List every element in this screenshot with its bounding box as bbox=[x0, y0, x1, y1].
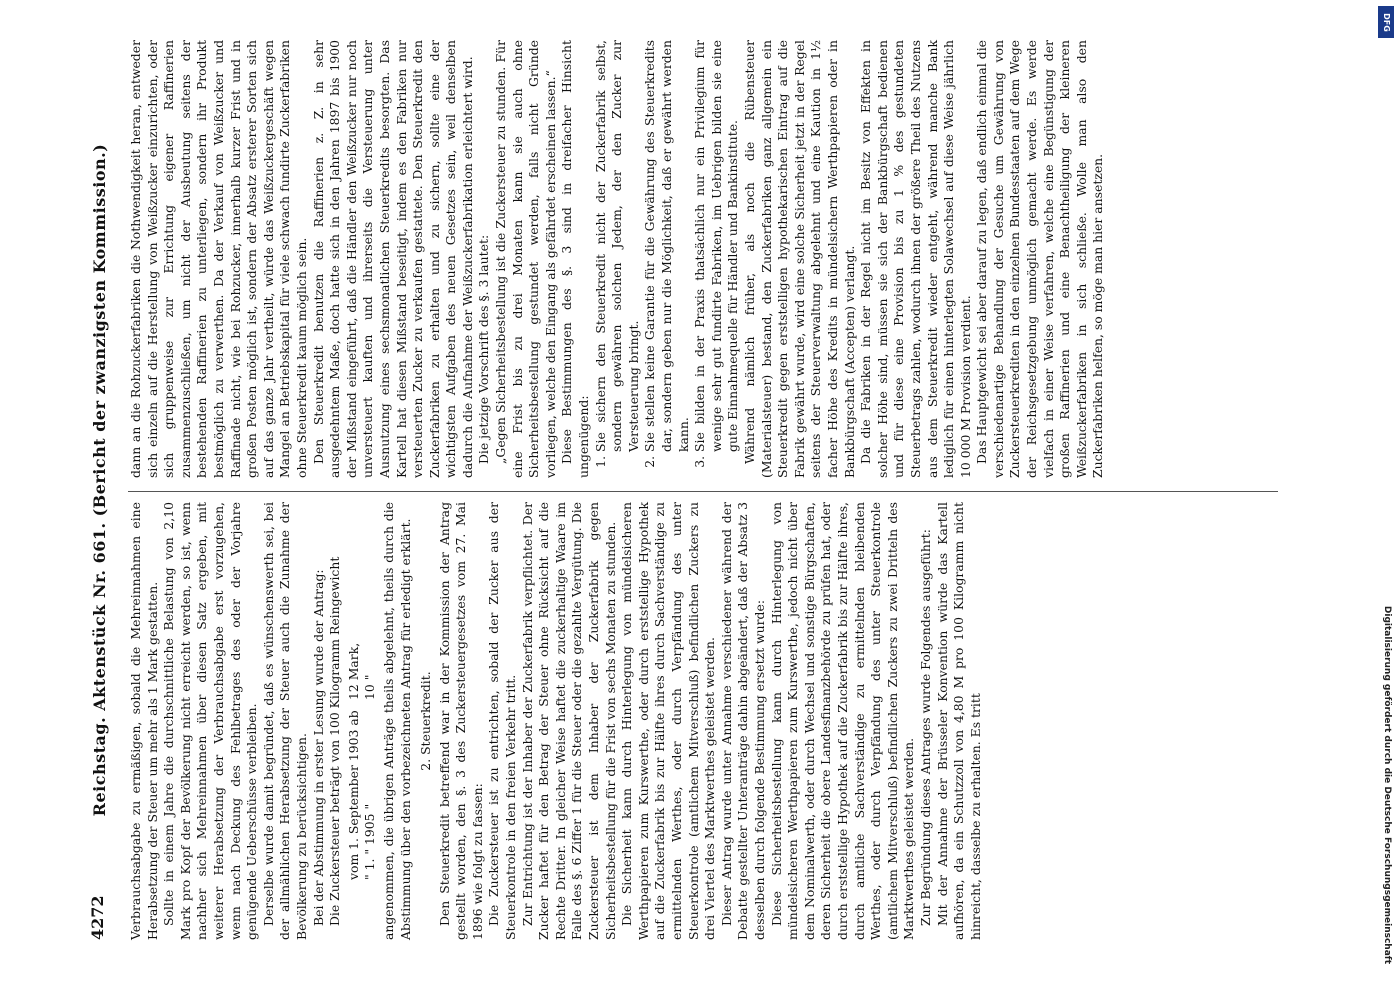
column-divider bbox=[128, 491, 1278, 492]
table-cell bbox=[346, 880, 363, 940]
paragraph: Diese Bestimmungen des §. 3 sind in dreifacher Hinsicht ungenügend: bbox=[559, 40, 592, 478]
digitization-credit: Digitalisierung gefördert durch die Deutsche Forschungsgemeinschaft bbox=[1382, 605, 1392, 964]
running-head: Reichstag. Aktenstück Nr. 661. (Bericht der zwanzigsten Kommission.) bbox=[90, 143, 109, 817]
table-cell bbox=[346, 520, 363, 600]
paragraph: Während nämlich früher, als noch die Rübensteuer (Materialsteuer) bestand, den Zuckerfabriken ganz allgemein ein Steuerkredit gegen erststelligen hypothekarischen Eintrag auf die Fabrik gewährt wurde, wird eine solche Sicherheit jetzt in der Regel seitens der Steuerverwaltung abgelehnt und eine Kaution in 1½ facher Höhe des Kredits in mündelsichern Werthpapieren oder in Bankbürgschaft (Accepten) verlangt. bbox=[741, 40, 857, 478]
table-cell: vom 1. September 1903 ab bbox=[345, 710, 361, 880]
paragraph: Den Steuerkredit betreffend war in der Kommission der Antrag gestellt worden, den §. 3 des Zuckersteuergesetzes vom 27. Mai 1896 wie folgt zu fassen: bbox=[436, 502, 485, 940]
list-item: 1. Sie sichern den Steuerkredit nicht der Zuckerfabrik selbst, sondern gewähren solchen Jedem, der den Zucker zur Versteuerung bringt. bbox=[593, 40, 643, 452]
paragraph: Das Hauptgewicht sei aber darauf zu legen, daß endlich einmal die verschiedenartige Behandlung der Gesuche um Gewährung von Zuckersteuerkrediten in den einzelnen Bundesstaaten auf dem Wege der Reichsgesetzgebung unmöglich gemacht werde. Es werde vielfach in einer Weise verfahren, welche eine Begünstigung der großen Raffinerien und eine Benachtheiligung der kleineren Weißzuckerfabriken in sich schließe. Wolle man also den Zuckerfabriken helfen, so möge man hier ansetzen. bbox=[974, 40, 1106, 478]
table-cell bbox=[362, 880, 379, 940]
paragraph: Zur Begründung dieses Antrages wurde Folgendes ausgeführt: bbox=[917, 529, 933, 926]
paragraph: Derselbe wurde damit begründet, daß es wünschenswerth sei, bei der allmählichen Herabsetzung der Steuer auch die Zunahme der Bevölkerung zu berücksichtigen. bbox=[260, 502, 309, 940]
list-item: 2. Sie stellen keine Garantie für die Gewährung des Steuerkredits dar, sondern geben nur die Möglichkeit, daß er gewährt werden kann. bbox=[642, 40, 692, 452]
right-column bbox=[128, 40, 1107, 478]
paragraph: angenommen, die übrigen Anträge theils abgelehnt, theils durch die Abstimmung über den vorbezeichneten Antrag für erledigt erklärt. bbox=[380, 502, 413, 940]
section-heading: 2. Steuerkredit. bbox=[418, 671, 434, 771]
paragraph: Die Zuckersteuer beträgt von 100 Kilogramm Reingewicht bbox=[327, 556, 343, 926]
list-item: 3. Sie bilden in der Praxis thatsächlich nur ein Privilegium für wenige sehr gut fundirte Fabriken, im Uebrigen bilden sie eine gute Einnahmequelle für Händler und Bankinstitute. bbox=[692, 40, 742, 452]
paragraph: Da die Fabriken in der Regel nicht im Besitz von Effekten in solcher Höhe sind, müssen sie sich der Bankbürgschaft bedienen und für diese eine Provision bis zu 1 % des gestundeten Steuerbetrags zahlen, wodurch ihnen der größere Theil des Nutzens aus dem Steuerkredit wieder entgeht, während manche Bank lediglich für einen hinterlegten Solawechsel auf diese Weise jährlich 10 000 M Provision verdient. bbox=[858, 40, 973, 478]
left-column bbox=[128, 502, 984, 940]
paragraph: „Gegen Sicherheitsbestellung ist die Zuckersteuer zu stunden. Für eine Frist bis zu drei Monaten kann sie auch ohne Sicherheitsbestellung gestundet werden, falls nicht Gründe vorliegen, welche den Eingang als gefährdet erscheinen lassen.“ bbox=[493, 40, 558, 478]
paragraph: dann an die Rohzuckerfabriken die Nothwendigkeit heran, entweder sich einzeln auf die Herstellung von Weißzucker einzurichten, oder sich gruppenweise zur Errichtung eigener Raffinerien zusammenzuschließen, um nicht der Ausbeutung seitens der bestehenden Raffinerien zu unterliegen, sondern ihr Produkt bestmöglich zu verwerthen. Da der Verkauf von Weißzucker und Raffinade nicht, wie bei Rohzucker, innerhalb kurzer Frist und in großen Posten möglich ist, sondern der Absatz ersterer Sorten sich auf das ganze Jahr vertheilt, würde das Weißzuckergeschäft wegen Mangel an Betriebskapital für viele schwach fundirte Zuckerfabriken ohne Steuerkredit kaum möglich sein. bbox=[128, 40, 309, 478]
paragraph: Verbrauchsabgabe zu ermäßigen, sobald die Mehreinnahmen eine Herabsetzung der Steuer um mehr als 1 Mark gestatten. bbox=[128, 502, 160, 940]
table-cell: 12 Mark, bbox=[345, 642, 361, 700]
paragraph: Sollte in einem Jahre die durchschnittliche Belastung von 2,10 Mark pro Kopf der Bevölkerung nicht erreicht werden, so ist, wenn nachher sich Mehreinnahmen über diesen Satz ergeben, mit weiterer Herabsetzung der Verbrauchsabgabe erst vorzugehen, wenn nach Deckung des Fehlbetrages des oder der Vorjahre genügende Ueberschüsse verbleiben. bbox=[161, 502, 260, 940]
paragraph: Bei der Abstimmung in erster Lesung wurde der Antrag: bbox=[310, 569, 326, 926]
paragraph: Zur Entrichtung ist der Inhaber der Zuckerfabrik verpflichtet. Der Zucker haftet für den Betrag der Steuer ohne Rücksicht auf die Rechte Dritter. In gleicher Weise haftet die zuckerhaltige Waare im Falle des §. 6 Ziffer 1 für die Steuer oder die gezahlte Vergütung. Die Zuckersteuer ist dem Inhaber der Zuckerfabrik gegen Sicherheitsbestellung für die Frist von sechs Monaten zu stunden. bbox=[519, 502, 618, 940]
paragraph: Die jetzige Vorschrift des §. 3 lautet: bbox=[476, 234, 492, 464]
deficiency-list bbox=[593, 40, 742, 478]
paragraph: Die Sicherheit kann durch Hinterlegung von mündelsicheren Werthpapieren zum Kurswerthe, oder durch erststellige Hypothek auf die Zuckerfabrik bis zur Hälfte ihres durch Sachverständige zu ermittelnden Werthes, oder durch Verpfändung des unter Steuerkontrole (amtlichem Mitverschluß) befindlichen Zuckers zu drei Viertel des Marktwerthes geleistet werden. bbox=[619, 502, 718, 940]
paragraph: Dieser Antrag wurde unter Annahme verschiedener während der Debatte gestellter Unteranträge dahin abgeändert, daß der Absatz 3 desselben durch folgende Bestimmung ersetzt wurde: bbox=[718, 502, 767, 940]
table-row bbox=[362, 502, 379, 940]
dfg-logo-icon bbox=[1378, 6, 1394, 38]
paragraph: Diese Sicherheitsbestellung kann durch Hinterlegung von mündelsicheren Werthpapieren zum Kurswerthe, jedoch nicht über dem Nominalwerth, oder durch Wechsel und sonstige Bürgschaften, deren Sicherheit die obere Landesfinanzbehörde zu prüfen hat, oder durch erststellige Hypothek auf die Zuckerfabrik bis zur Hälfte ihres, durch amtliche Sachverständige zu ermittelnden bleibenden Werthes, oder durch Verpfändung des unter Steuerkontrole (amtlichem Mitverschluß) befindlichen Zuckers zu zwei Dritteln des Marktwerthes geleistet werden. bbox=[768, 502, 917, 940]
page-number: 4272 bbox=[88, 895, 107, 940]
paragraph: Mit der Annahme der Brüsseler Konvention würde das Kartell aufhören, da ein Schutzzoll von 4,80 M pro 100 Kilogramm nicht hinreicht, dasselbe zu erhalten. Es tritt bbox=[934, 502, 983, 940]
table-row bbox=[346, 502, 363, 940]
paragraph: Den Steuerkredit benutzen die Raffinerien z. Z. in sehr ausgedehntem Maße, doch hatte sich in den Jahren 1897 bis 1900 der Mißstand eingeführt, daß die Händler den Weißzucker nur noch unversteuert kauften und ihrerseits die Versteuerung unter Ausnutzung eines sechsmonatlichen Steuerkredits besorgten. Das Kartell hat diesen Mißstand beseitigt, indem es den Fabriken nur versteuerten Zucker zu verkaufen gestattete. Den Steuerkredit den Zuckerfabriken zu erhalten und zu sichern, sollte eine der wichtigsten Aufgaben des neuen Gesetzes sein, weil denselben dadurch die Aufnahme der Weißzuckerfabrikation erleichtert wird. bbox=[310, 40, 475, 478]
tax-rate-table bbox=[346, 502, 379, 940]
table-cell: " 1. " 1905 " bbox=[362, 803, 378, 880]
digitization-credit-strip bbox=[1376, 0, 1397, 1000]
dfg-logo-text: DFG bbox=[1381, 12, 1391, 32]
table-cell: 10 " bbox=[362, 674, 378, 700]
paragraph: Die Zuckersteuer ist zu entrichten, sobald der Zucker aus der Steuerkontrole in den freien Verkehr tritt. bbox=[486, 502, 519, 940]
table-cell bbox=[362, 520, 379, 600]
